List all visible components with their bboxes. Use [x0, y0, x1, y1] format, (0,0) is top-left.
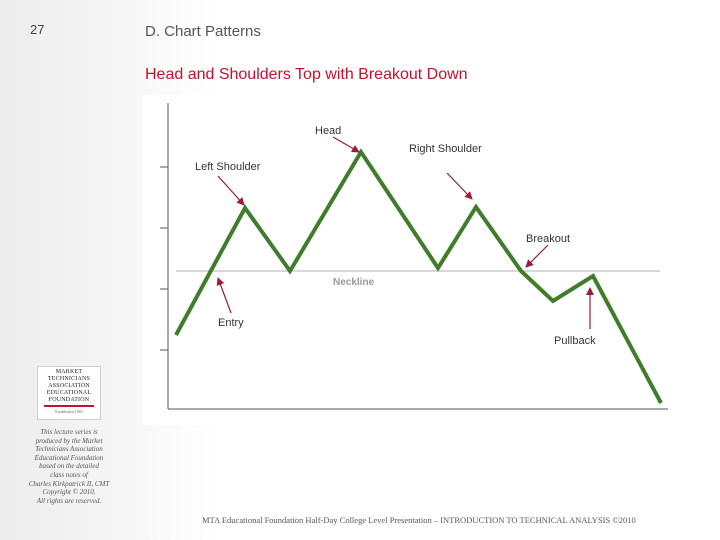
breakout-arrow [526, 245, 548, 267]
left-shoulder-label: Left Shoulder [195, 161, 261, 173]
head-arrow [333, 137, 359, 152]
section-title: D. Chart Patterns [145, 23, 261, 40]
entry-label: Entry [218, 317, 244, 329]
logo-established: Established 1993 [55, 409, 83, 414]
head-label: Head [315, 125, 342, 137]
pattern-diagram [143, 95, 679, 425]
left-shoulder-arrow [218, 176, 244, 205]
mta-foundation-logo [37, 366, 101, 420]
right-shoulder-arrow [447, 173, 472, 199]
neckline-label: Neckline [333, 277, 375, 288]
price-line [176, 152, 661, 403]
logo-text: MARKET TECHNICIANS ASSOCIATION EDUCATIONAL FOUNDATION [46, 369, 92, 403]
slide-title: Head and Shoulders Top with Breakout Down [145, 66, 468, 83]
slide-number: 27 [30, 22, 45, 37]
credit-note: This lecture series is produced by the Market Technicians Association Educational Foundation based on the detailed class notes of Charles Kirkpatrick II, CMT Copyright © 2010. All rights are reserved. [28, 428, 110, 505]
right-shoulder-label: Right Shoulder [409, 143, 482, 155]
breakout-label: Breakout [526, 233, 571, 245]
pullback-label: Pullback [554, 335, 596, 347]
entry-arrow [218, 278, 231, 313]
footer: MTA Educational Foundation Half-Day College Level Presentation – INTRODUCTION TO TECHNICAL ANALYSIS ©2010 [202, 515, 636, 525]
pattern-diagram-svg [143, 95, 679, 425]
logo-rule [44, 405, 94, 407]
